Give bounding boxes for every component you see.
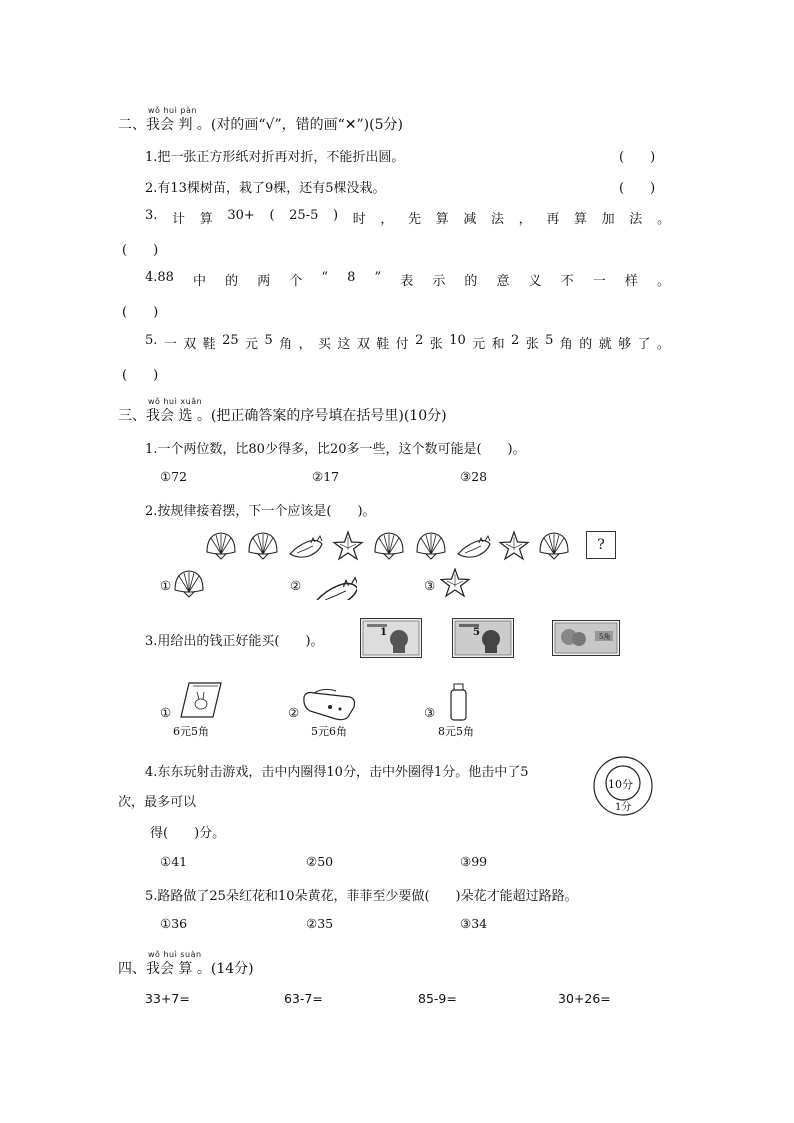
s3-q1-option-3[interactable]: ③28 (460, 469, 488, 484)
banknote-5-yuan (452, 618, 514, 658)
pinyin-pan: wǒ huì pàn (148, 106, 197, 115)
target-outer-label: 1分 (615, 802, 632, 813)
s3-q3-price-3: 8元5角 (438, 725, 474, 738)
section2-title-word: 判 (178, 117, 193, 133)
section3-title-word: 选 (178, 408, 193, 424)
s2-question-4: 4.88 中 的 两 个 “ 8 ” 表 示 的 意 义 不 一 样 。 (145, 270, 670, 289)
question-mark-box: ? (586, 531, 616, 559)
s3-q4-option-3[interactable]: ③99 (460, 854, 488, 869)
s3-q3-option-3[interactable]: ③ (424, 705, 436, 720)
banknote-1-yuan (360, 618, 422, 658)
s3-q2-option-2[interactable]: ② (290, 578, 302, 593)
conch-shell-icon (458, 536, 490, 557)
s3-q3-option-1[interactable]: ① (160, 705, 172, 720)
section3-title (118, 405, 447, 425)
s3-q2-option-1[interactable]: ① (160, 578, 172, 593)
shell-pattern-row (205, 530, 585, 562)
s3-q5-option-1[interactable]: ①36 (160, 916, 188, 931)
s3-question-4-line1: 4.东东玩射击游戏，击中内圈得10分，击中外圈得1分。他击中了5 (145, 765, 529, 780)
pencil-case-icon (300, 683, 358, 723)
s3-q1-option-2[interactable]: ②17 (312, 469, 340, 484)
section2-title-suffix: 。(对的画“√”，错的画“✕”)(5分) (196, 117, 403, 133)
starfish-icon (500, 532, 528, 559)
scallop-shell-icon (173, 568, 207, 600)
s2-answer-blank-3[interactable]: ( ) (122, 243, 159, 258)
s3-question-3: 3.用给出的钱正好能买( )。 (145, 634, 324, 649)
section4-title-prefix: 四、我会 (118, 961, 174, 977)
s3-q5-option-3[interactable]: ③34 (460, 916, 488, 931)
s2-question-2: 2.有13棵树苗，栽了9棵，还有5棵没栽。 (145, 181, 386, 196)
s2-answer-blank-5[interactable]: ( ) (122, 368, 159, 383)
target-inner-label: 10分 (608, 778, 633, 791)
s3-question-5: 5.路路做了25朵红花和10朵黄花，菲菲至少要做( )朵花才能超过路路。 (145, 889, 578, 904)
banknote-5-jiao (552, 620, 620, 656)
s3-question-2: 2.按规律接着摆，下一个应该是( )。 (145, 504, 376, 519)
scallop-shell-icon (540, 533, 568, 559)
scallop-shell-icon (207, 533, 235, 559)
s2-question-1: 1.把一张正方形纸对折再对折，不能折出圆。 (145, 150, 405, 165)
section4-title (118, 958, 254, 978)
banknote-1-label: 1 (380, 627, 387, 638)
s3-q5-option-2[interactable]: ②35 (306, 916, 334, 931)
s3-q1-option-1[interactable]: ①72 (160, 469, 188, 484)
calc-expression-3: 85-9= (418, 991, 457, 1006)
s2-answer-blank-2[interactable]: ( ) (619, 181, 656, 196)
calc-expression-1: 33+7= (145, 991, 190, 1006)
s3-q4-option-2[interactable]: ②50 (306, 854, 334, 869)
starfish-icon (440, 568, 472, 600)
s3-question-1: 1.一个两位数，比80少得多，比20多一些，这个数可能是( )。 (145, 442, 526, 457)
pinyin-xuan: wǒ huì xuǎn (148, 397, 203, 406)
scallop-shell-icon (375, 533, 403, 559)
section4-title-suffix: 。(14分) (196, 961, 254, 977)
s2-answer-blank-1[interactable]: ( ) (619, 150, 656, 165)
banknote-5-jiao-label: 5角 (599, 633, 611, 641)
scallop-shell-icon (417, 533, 445, 559)
calc-expression-4: 30+26= (558, 991, 611, 1006)
section4-title-word: 算 (178, 961, 193, 977)
section3-title-prefix: 三、我会 (118, 408, 174, 424)
conch-shell-icon (290, 536, 322, 557)
s3-q3-option-2[interactable]: ② (288, 705, 300, 720)
s3-question-4-line2: 次，最多可以 (118, 795, 197, 810)
scallop-shell-icon (249, 533, 277, 559)
pinyin-suan: wǒ huì suàn (148, 950, 202, 959)
section3-title-suffix: 。(把正确答案的序号填在括号里)(10分) (196, 408, 447, 424)
section2-title (118, 114, 403, 134)
s3-question-4-line3: 得( )分。 (150, 826, 226, 841)
s2-answer-blank-4[interactable]: ( ) (122, 305, 159, 320)
s2-question-5: 5. 一 双 鞋 25 元 5 角 ， 买 这 双 鞋 付 2 张 10 元 和 2 张 5 角 的 就 够 了 。 (145, 333, 670, 352)
s3-q3-price-1: 6元5角 (173, 725, 209, 738)
water-bottle-icon (446, 682, 470, 722)
banknote-5-label: 5 (473, 627, 480, 638)
s2-question-3: 3. 计 算 30+ ( 25-5 ) 时 ， 先 算 减 法 ， 再 算 加 法 。 (145, 208, 670, 227)
s3-q3-price-2: 5元6角 (311, 725, 347, 738)
s3-q2-option-3[interactable]: ③ (424, 578, 436, 593)
conch-shell-icon (307, 570, 357, 600)
notebook-icon (177, 680, 225, 720)
s3-q4-option-1[interactable]: ①41 (160, 854, 188, 869)
calc-expression-2: 63-7= (284, 991, 323, 1006)
starfish-icon (334, 532, 362, 559)
section2-title-prefix: 二、我会 (118, 117, 174, 133)
